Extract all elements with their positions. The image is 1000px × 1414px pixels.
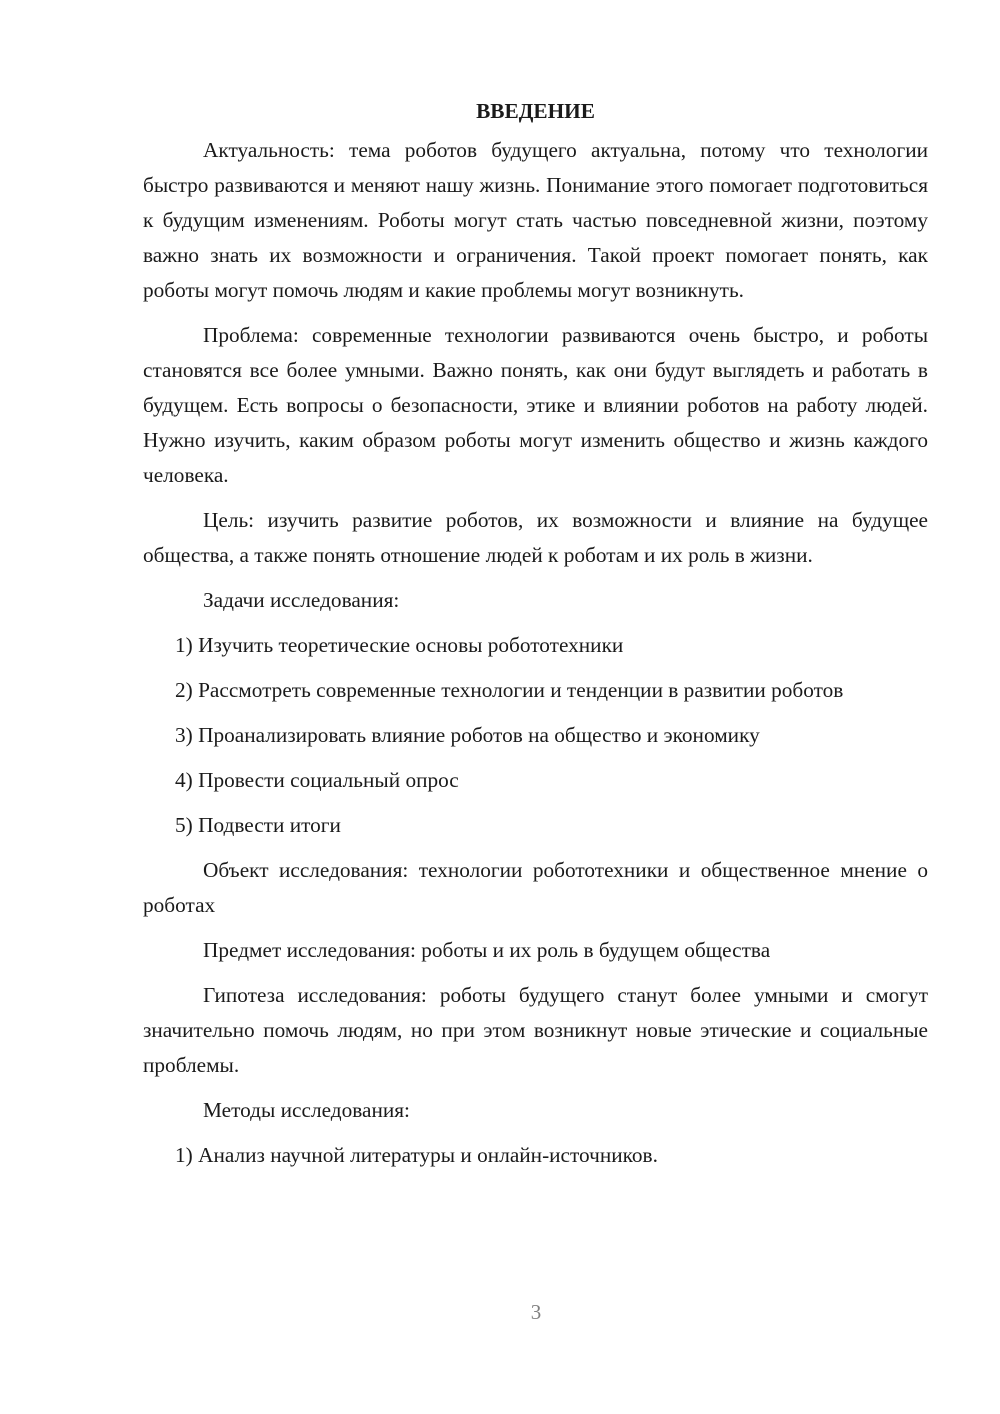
methods-list	[143, 1138, 928, 1173]
methods-heading: Методы исследования:	[203, 1098, 410, 1122]
method-item-1: 1) Анализ научной литературы и онлайн-источников.	[175, 1143, 658, 1167]
task-item-5: 5) Подвести итоги	[175, 813, 341, 837]
relevance-paragraph: Актуальность: тема роботов будущего актуальна, потому что технологии быстро развиваются и меняют нашу жизнь. Понимание этого помогает подготовиться к будущим изменениям. Роботы могут стать частью повседневной жизни, поэтому важно знать их возможности и ограничения. Такой проект помогает понять, как роботы могут помочь людям и какие проблемы могут возникнуть.	[143, 138, 928, 302]
tasks-heading: Задачи исследования:	[203, 588, 400, 612]
section-title: ВВЕДЕНИЕ	[476, 99, 595, 123]
tasks-list	[143, 628, 928, 843]
task-item-3: 3) Проанализировать влияние роботов на общество и экономику	[175, 723, 760, 747]
task-item-2: 2) Рассмотреть современные технологии и тенденции в развитии роботов	[175, 678, 844, 702]
goal-paragraph: Цель: изучить развитие роботов, их возможности и влияние на будущее общества, а также понять отношение людей к роботам и их роль в жизни.	[143, 508, 928, 567]
document-page	[143, 95, 928, 1183]
page-number: 3	[530, 1300, 542, 1324]
hypothesis-paragraph: Гипотеза исследования: роботы будущего станут более умными и смогут значительно помочь людям, но при этом возникнут новые этические и социальные проблемы.	[143, 983, 928, 1077]
task-item-1: 1) Изучить теоретические основы робототехники	[175, 633, 624, 657]
object-paragraph: Объект исследования: технологии робототехники и общественное мнение о роботах	[143, 858, 928, 917]
task-item-4: 4) Провести социальный опрос	[175, 768, 459, 792]
subject-paragraph: Предмет исследования: роботы и их роль в будущем общества	[203, 938, 771, 962]
problem-paragraph: Проблема: современные технологии развиваются очень быстро, и роботы становятся все более умными. Важно понять, как они будут выглядеть и работать в будущем. Есть вопросы о безопасности, этике и влиянии роботов на работу людей. Нужно изучить, каким образом роботы могут изменить общество и жизнь каждого человека.	[143, 323, 928, 487]
